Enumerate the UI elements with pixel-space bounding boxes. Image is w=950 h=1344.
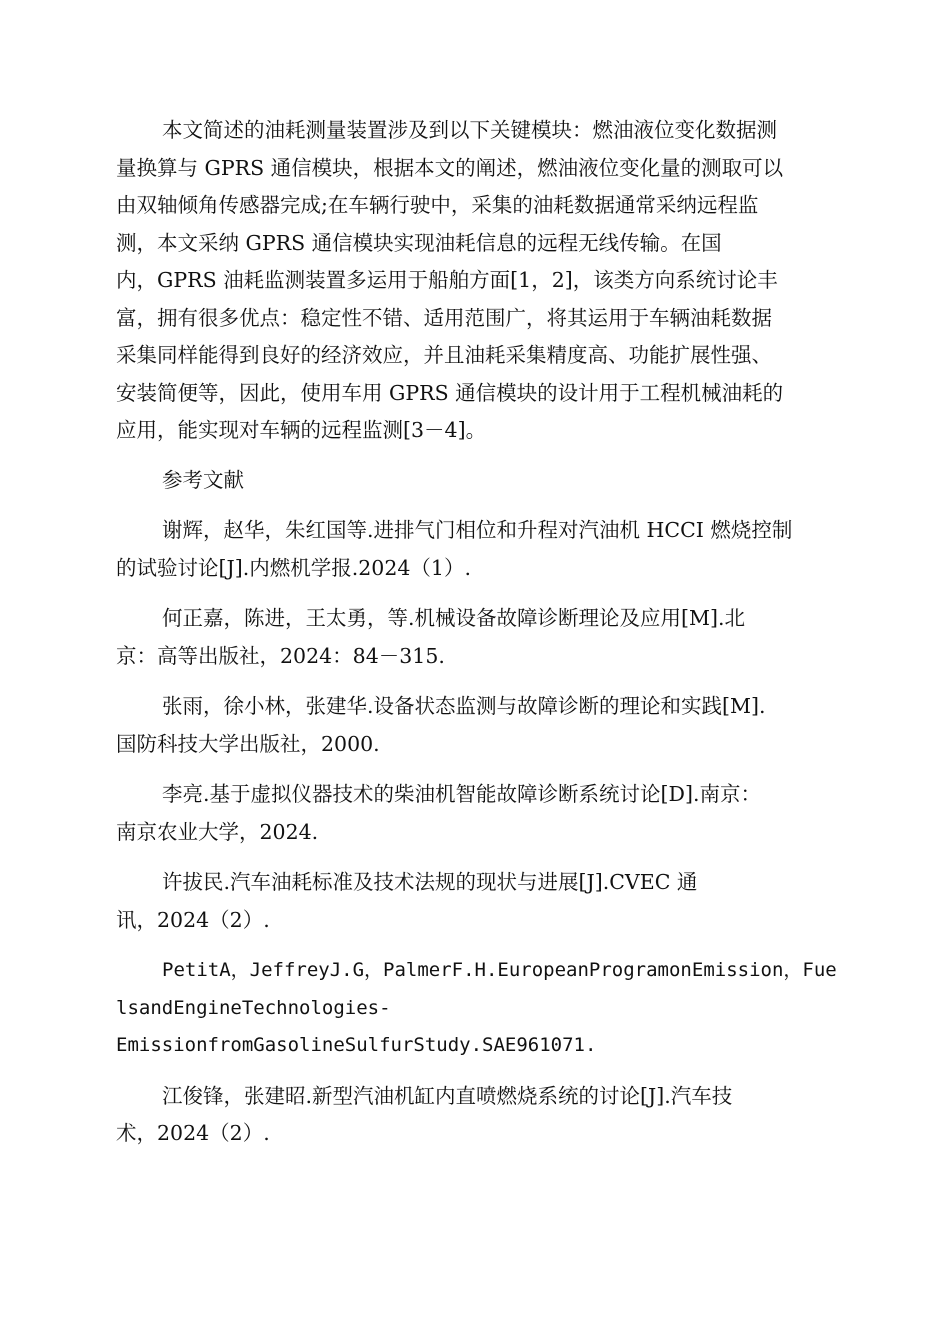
text-line: 江俊锋，张建昭.新型汽油机缸内直喷燃烧系统的讨论[J].汽车技: [162, 1083, 733, 1108]
document-body: [116, 112, 837, 1153]
text-line: 国防科技大学出版社，2000.: [116, 731, 380, 756]
reference-item-4: [116, 776, 834, 851]
intro-paragraph: [116, 112, 834, 450]
heading-text: 参考文献: [162, 467, 244, 492]
text-line: 南京农业大学，2024.: [116, 819, 319, 844]
reference-item-6: [116, 952, 837, 1065]
text-line: 京：高等出版社，2024：84－315.: [116, 643, 445, 668]
reference-item-5: [116, 864, 834, 939]
reference-item-3: [116, 688, 834, 763]
text-line: 讯，2024（2）.: [116, 907, 270, 932]
text-line: 采集同样能得到良好的经济效应，并且油耗采集精度高、功能扩展性强、: [116, 343, 772, 367]
text-line: 李亮.基于虚拟仪器技术的柴油机智能故障诊断系统讨论[D].南京：: [162, 782, 761, 806]
text-line: 量换算与 GPRS 通信模块，根据本文的阐述，燃油液位变化量的测取可以: [116, 155, 784, 180]
text-line: lsandEngineTechnologies-: [116, 996, 391, 1019]
text-line: 富，拥有很多优点：稳定性不错、适用范围广，将其运用于车辆油耗数据: [116, 305, 772, 330]
text-line: 由双轴倾角传感器完成;在车辆行驶中，采集的油耗数据通常采纳远程监: [116, 193, 759, 217]
text-line: 何正嘉，陈进，王太勇，等.机械设备故障诊断理论及应用[M].北: [162, 606, 746, 630]
text-line: 安装简便等，因此，使用车用 GPRS 通信模块的设计用于工程机械油耗的: [116, 380, 784, 405]
text-line: 测，本文采纳 GPRS 通信模块实现油耗信息的远程无线传输。在国: [116, 230, 722, 255]
text-line: 本文简述的油耗测量装置涉及到以下关键模块：燃油液位变化数据测: [162, 118, 777, 142]
text-line: 谢辉，赵华，朱红国等.进排气门相位和升程对汽油机 HCCI 燃烧控制: [162, 518, 793, 542]
text-line: 应用，能实现对车辆的远程监测[3－4]。: [116, 418, 487, 442]
text-line: 的试验讨论[J].内燃机学报.2024（1）.: [116, 555, 471, 580]
references-heading: [116, 462, 834, 500]
text-line: 内，GPRS 油耗监测装置多运用于船舶方面[1，2]，该类方向系统讨论丰: [116, 268, 778, 292]
text-line: EmissionfromGasolineSulfurStudy.SAE961071.: [116, 1034, 597, 1056]
text-line: 张雨，徐小林，张建华.设备状态监测与故障诊断的理论和实践[M].: [162, 694, 766, 718]
reference-item-2: [116, 600, 834, 675]
reference-item-1: [116, 512, 834, 587]
text-line: PetitA，JeffreyJ.G，PalmerF.H.EuropeanProgramonEmission，Fue: [162, 959, 837, 981]
text-line: 许拔民.汽车油耗标准及技术法规的现状与进展[J].CVEC 通: [162, 870, 698, 894]
text-line: 术，2024（2）.: [116, 1121, 270, 1145]
reference-item-7: [116, 1078, 834, 1153]
